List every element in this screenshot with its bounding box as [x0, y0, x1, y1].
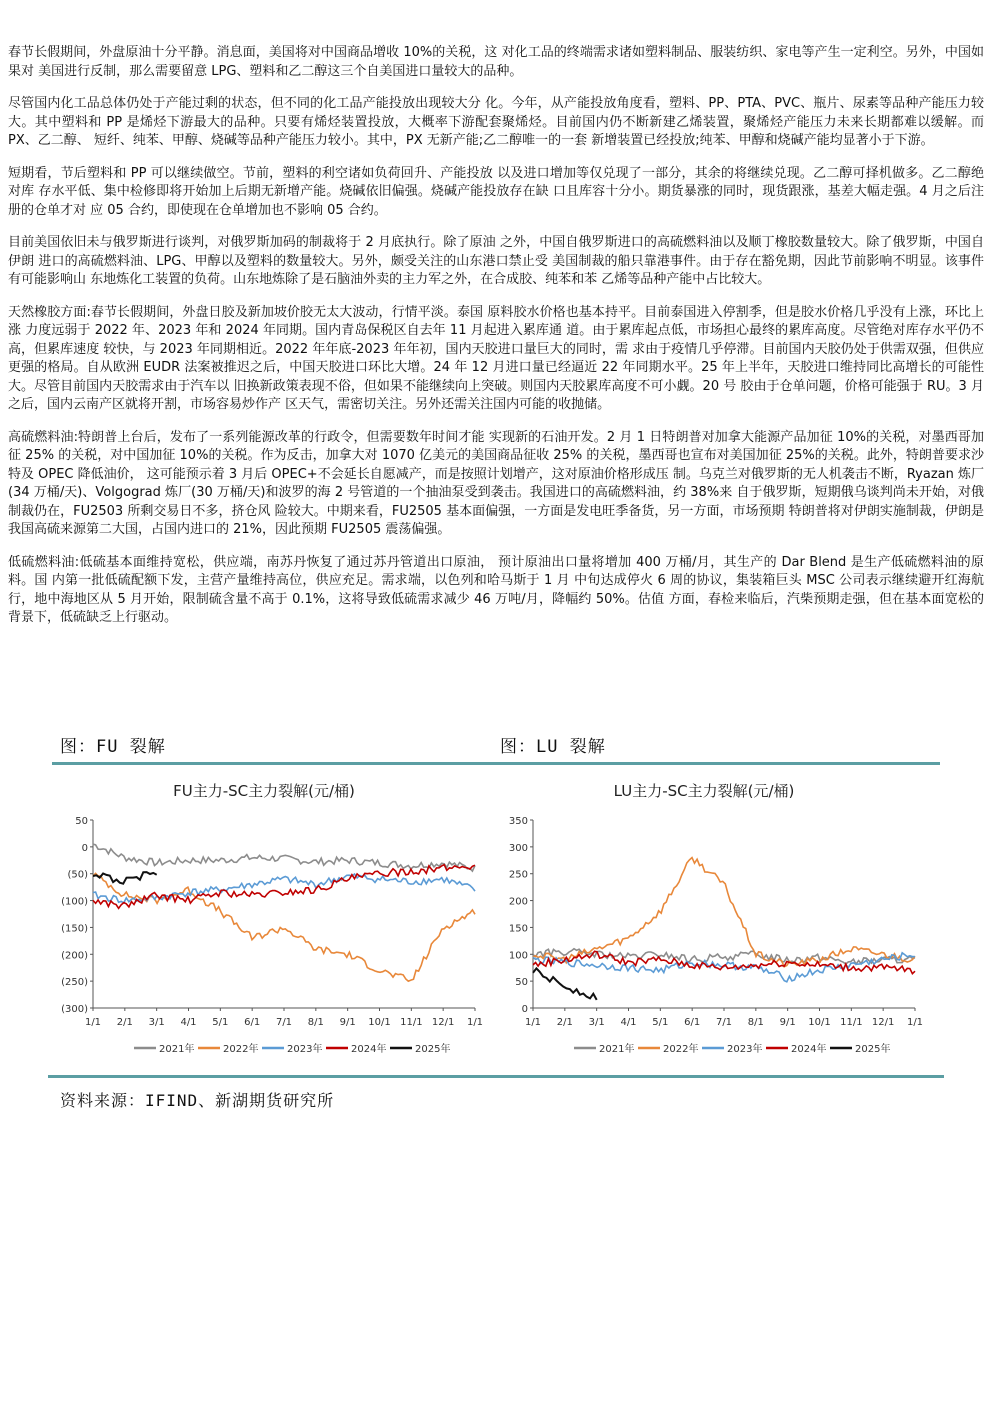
x-tick-label: 3/1	[588, 1017, 605, 1028]
x-tick-label: 2/1	[116, 1017, 133, 1028]
x-tick-label: 1/1	[524, 1017, 542, 1028]
y-tick-label: (100)	[61, 896, 88, 908]
x-tick-label: 8/1	[747, 1017, 764, 1028]
x-tick-label: 4/1	[180, 1017, 197, 1028]
article-body	[8, 44, 984, 642]
y-tick-label: 150	[508, 923, 528, 935]
chart-title: LU主力-SC主力裂解(元/桶)	[613, 782, 795, 800]
y-tick-label: (150)	[61, 923, 88, 935]
legend-label: 2022年	[663, 1044, 699, 1055]
x-tick-label: 6/1	[684, 1017, 701, 1028]
series-line	[93, 844, 475, 871]
x-tick-label: 4/1	[620, 1017, 637, 1028]
x-tick-label: 7/1	[715, 1017, 733, 1028]
x-tick-label: 11/1	[840, 1017, 863, 1028]
legend-label: 2021年	[159, 1044, 195, 1055]
x-tick-label: 9/1	[339, 1017, 356, 1028]
legend-label: 2025年	[855, 1044, 891, 1055]
figure-caption-lu: 图：LU 裂解	[500, 737, 606, 757]
figure-bottom-rule	[48, 1075, 944, 1078]
x-tick-label: 7/1	[275, 1017, 293, 1028]
x-tick-label: 1/1	[84, 1017, 102, 1028]
y-tick-label: (200)	[61, 950, 88, 962]
y-tick-label: 200	[508, 896, 528, 908]
paragraph-1: 春节长假期间，外盘原油十分平静。消息面，美国将对中国商品增收 10%的关税，这 对化工品的终端需求诸如塑料制品、服装纺织、家电等产生一定利空。另外，中国如果对 美国进行反制，那么需要留意 LPG、塑料和乙二醇这三个自美国进口量较大的品种。	[8, 45, 984, 79]
legend-label: 2023年	[287, 1044, 323, 1055]
x-tick-label: 12/1	[871, 1017, 895, 1028]
x-tick-label: 8/1	[307, 1017, 324, 1028]
series-line	[533, 858, 915, 967]
y-tick-label: 50	[75, 816, 88, 827]
y-tick-label: (50)	[67, 869, 88, 881]
y-tick-label: 300	[508, 842, 528, 854]
y-tick-label: 250	[508, 869, 528, 881]
paragraph-2: 尽管国内化工品总体仍处于产能过剩的状态，但不同的化工品产能投放出现较大分 化。今年，从产能投放角度看，塑料、PP、PTA、PVC、瓶片、尿素等品种产能压力较大。其中塑料和 PP 是烯烃下游最大的品种。只要有烯烃装置投放，大概率下游配套聚烯烃。目前国内仍不断新建乙烯装置，聚烯烃产能压力未来长期都难以缓解。而 PX、乙二醇、 短纤、纯苯、甲醇、烧碱等品种产能压力较小。其中，PX 无新产能;乙二醇唯一的一套 新增装置已经投放;纯苯、甲醇和烧碱产能均显著小于下游。	[8, 96, 984, 148]
lu-crack-chart	[495, 770, 935, 1070]
paragraph-6: 高硫燃料油:特朗普上台后，发布了一系列能源改革的行政令，但需要数年时间才能 实现新的石油开发。2 月 1 日特朗普对加拿大能源产品加征 10%的关税，对墨西哥加征 25% 的关税，对中国加征 10%的关税。作为反击，加拿大对 1070 亿美元的美国商品征收 25% 的关税，墨西哥也宣布对美国加征 25%的关税。此外，特朗普要求沙特及 OPEC 降低油价， 这可能预示着 3 月后 OPEC+不会延长自愿减产，而是按照计划增产，这对原油价格形成压 制。乌克兰对俄罗斯的无人机袭击不断，Ryazan 炼厂(34 万桶/天)、Volgograd 炼厂(30 万桶/天)和波罗的海 2 号管道的一个抽油泵受到袭击。我国进口的高硫燃料油，约 38%来 自于俄罗斯，短期俄乌谈判尚未开始，对俄制裁仍在，FU2503 所剩交易日不多，挤仓风 险较大。中期来看，FU2505 基本面偏强，一方面是发电旺季备货，另一方面，市场预期 特朗普将对伊朗实施制裁，伊朗是我国高硫来源第二大国，占国内进口的 21%，因此预期 FU2505 震荡偏强。	[8, 429, 984, 537]
legend-label: 2023年	[727, 1044, 763, 1055]
series-line	[93, 874, 475, 903]
series-line	[93, 873, 475, 981]
y-tick-label: 0	[521, 1004, 528, 1015]
x-tick-label: 10/1	[808, 1017, 831, 1028]
series-line	[533, 968, 597, 1000]
x-tick-label: 3/1	[148, 1017, 165, 1028]
series-line	[93, 865, 475, 909]
paragraph-3: 短期看，节后塑料和 PP 可以继续做空。节前，塑料的利空诸如负荷回升、产能投放 以及进口增加等仅兑现了一部分，其余的将继续兑现。乙二醇可择机做多。乙二醇绝对库 存水平低、集中检修即将开始加上后期无新增产能。烧碱依旧偏强。烧碱产能投放存在缺 口且库容十分小。期货暴涨的同时，现货跟涨，基差大幅走强。4 月之后注册的仓单才对 应 05 合约，即使现在仓单增加也不影响 05 合约。	[8, 165, 984, 218]
legend-label: 2024年	[791, 1044, 827, 1055]
x-tick-label: 2/1	[556, 1017, 573, 1028]
y-tick-label: (300)	[61, 1004, 88, 1015]
y-tick-label: 100	[508, 950, 528, 962]
x-tick-label: 10/1	[368, 1017, 391, 1028]
x-tick-label: 1/1	[466, 1017, 484, 1028]
y-tick-label: 350	[508, 816, 528, 827]
x-tick-label: 5/1	[652, 1017, 669, 1028]
x-tick-label: 12/1	[431, 1017, 455, 1028]
chart-title: FU主力-SC主力裂解(元/桶)	[173, 782, 355, 800]
source-note: 资料来源：IFIND、新湖期货研究所	[60, 1091, 335, 1110]
x-tick-label: 11/1	[400, 1017, 423, 1028]
y-tick-label: 50	[515, 977, 528, 989]
x-tick-label: 5/1	[212, 1017, 229, 1028]
figure-caption-fu: 图：FU 裂解	[60, 737, 166, 757]
paragraph-4: 目前美国依旧未与俄罗斯进行谈判，对俄罗斯加码的制裁将于 2 月底执行。除了原油 之外，中国自俄罗斯进口的高硫燃料油以及顺丁橡胶数量较大。除了俄罗斯，中国自伊朗 进口的高硫燃料油、LPG、甲醇以及塑料的数量较大。另外，颇受关注的山东港口禁止受 美国制裁的船只靠港事件。由于存在豁免期，因此节前影响不明显。该事件有可能影响山 东地炼化工装置的负荷。山东地炼除了是石脑油外卖的主力军之外，在合成胶、纯苯和苯 乙烯等品种产能中占比较大。	[8, 235, 984, 287]
legend-label: 2024年	[351, 1044, 387, 1055]
x-tick-label: 9/1	[779, 1017, 796, 1028]
paragraph-5: 天然橡胶方面:春节长假期间，外盘日胶及新加坡价胶无太大波动，行情平淡。泰国 原料胶水价格也基本持平。目前泰国进入停割季，但是胶水价格几乎没有上涨，环比上涨 力度远弱于 2022 年、2023 年和 2024 年同期。国内青岛保税区自去年 11 月起进入累库通 道。由于累库起点低，市场担心最终的累库高度。尽管绝对库存水平仍不高，但累库速度 较快，与 2023 年同期相近。2022 年年底-2023 年年初，国内天胶进口量巨大的同时，需 求由于疫情几乎停滞。目前国内天胶仍处于供需双强，但供应更强的格局。自从欧洲 EUDR 法案被推迟之后，中国天胶进口环比大增。24 年 12 月进口量已经逼近 22 年同期水平。25 年上半年，天胶进口维持同比高增长的可能性大。尽管目前国内天胶需求由于汽车以 旧换新政策表现不俗，但如果不能继续向上突破。则国内天胶累库高度不可小觑。20 号 胶由于仓单问题，价格可能强于 RU。3 月之后，国内云南产区就将开割，市场容易炒作产 区天气，需密切关注。另外还需关注国内可能的收抛储。	[8, 304, 984, 412]
paragraph-7: 低硫燃料油:低硫基本面维持宽松，供应端，南苏丹恢复了通过苏丹管道出口原油， 预计原油出口量将增加 400 万桶/月，其生产的 Dar Blend 是生产低硫燃料油的原料。国 内第一批低硫配额下发，主营产量维持高位，供应充足。需求端，以色列和哈马斯于 1 月 中旬达成停火 6 周的协议，集装箱巨头 MSC 公司表示继续避开红海航行，地中海地区从 5 月开始，限制硫含量不高于 0.1%，这将导致低硫需求减少 46 万吨/月，降幅约 50%。估值 方面，春检来临后，汽柴预期走强，但在基本面宽松的背景下，低硫缺乏上行驱动。	[8, 554, 984, 625]
x-tick-label: 6/1	[244, 1017, 261, 1028]
y-tick-label: (250)	[61, 977, 88, 989]
y-tick-label: 0	[81, 842, 88, 854]
legend-label: 2022年	[223, 1044, 259, 1055]
legend-label: 2021年	[599, 1044, 635, 1055]
legend-label: 2025年	[415, 1044, 451, 1055]
fu-crack-chart	[55, 770, 495, 1070]
x-tick-label: 1/1	[906, 1017, 924, 1028]
figure-top-rule	[52, 762, 940, 765]
